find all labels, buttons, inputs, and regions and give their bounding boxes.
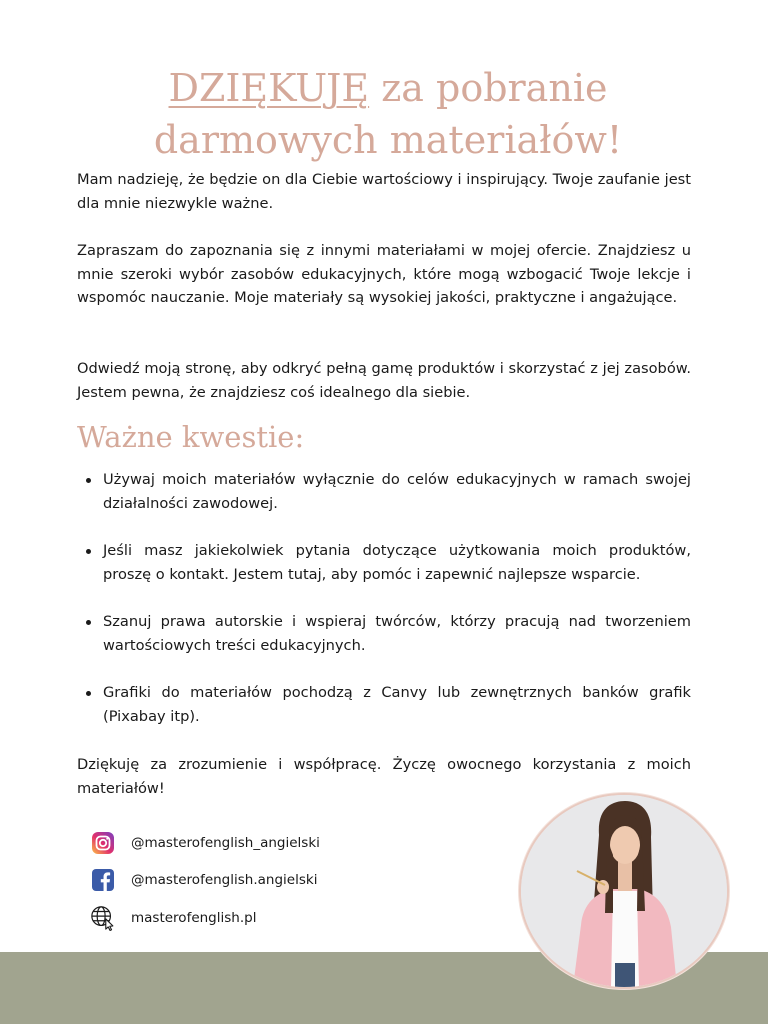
list-item: Używaj moich materiałów wyłącznie do celów edukacyjnych w ramach swojej działalności zawodowej. (77, 468, 691, 515)
title-rest: za pobranie darmowych materiałów! (153, 66, 623, 162)
closing-paragraph: Dziękuję za zrozumienie i współpracę. Życzę owocnego korzystania z moich materiałów! (77, 756, 691, 797)
important-heading: Ważne kwestie: (77, 420, 305, 454)
instagram-handle: @masterofenglish_angielski (131, 835, 320, 851)
website-link[interactable] (90, 905, 256, 931)
intro-paragraph-1: Mam nadzieję, że będzie on dla Ciebie wartościowy i inspirujący. Twoje zaufanie jest dla mnie niezwykle ważne. (77, 171, 691, 212)
title-emphasis: DZIĘKUJĘ (168, 66, 370, 110)
page-title (60, 62, 716, 166)
list-item: Jeśli masz jakiekolwiek pytania dotyczące użytkowania moich produktów, proszę o kontakt. Jestem tutaj, aby pomóc i zapewnić najlepsze wsparcie. (77, 539, 691, 586)
facebook-icon (90, 867, 116, 893)
intro-paragraph-2: Zapraszam do zapoznania się z innymi materiałami w mojej ofercie. Znajdziesz u mnie szeroki wybór zasobów edukacyjnych, które mogą wzbogacić Twoje lekcje i wspomóc nauczanie. Moje materiały są wysokiej jakości, praktyczne i angażujące. (77, 242, 691, 306)
facebook-handle: @masterofenglish.angielski (131, 872, 318, 888)
important-list (77, 468, 691, 752)
facebook-link[interactable] (90, 867, 317, 893)
list-item: Szanuj prawa autorskie i wspieraj twórców, którzy pracują nad tworzeniem wartościowych treści edukacyjnych. (77, 610, 691, 657)
website-url: masterofenglish.pl (131, 910, 257, 926)
author-photo (519, 793, 729, 989)
globe-cursor-icon (90, 905, 116, 931)
intro-paragraph-3: Odwiedź moją stronę, aby odkryć pełną gamę produktów i skorzystać z jej zasobów. Jestem pewna, że znajdziesz coś idealnego dla siebie. (77, 360, 691, 401)
instagram-link[interactable] (90, 830, 320, 856)
instagram-icon (90, 830, 116, 856)
list-item: Grafiki do materiałów pochodzą z Canvy lub zewnętrznych banków grafik (Pixabay itp). (77, 681, 691, 728)
